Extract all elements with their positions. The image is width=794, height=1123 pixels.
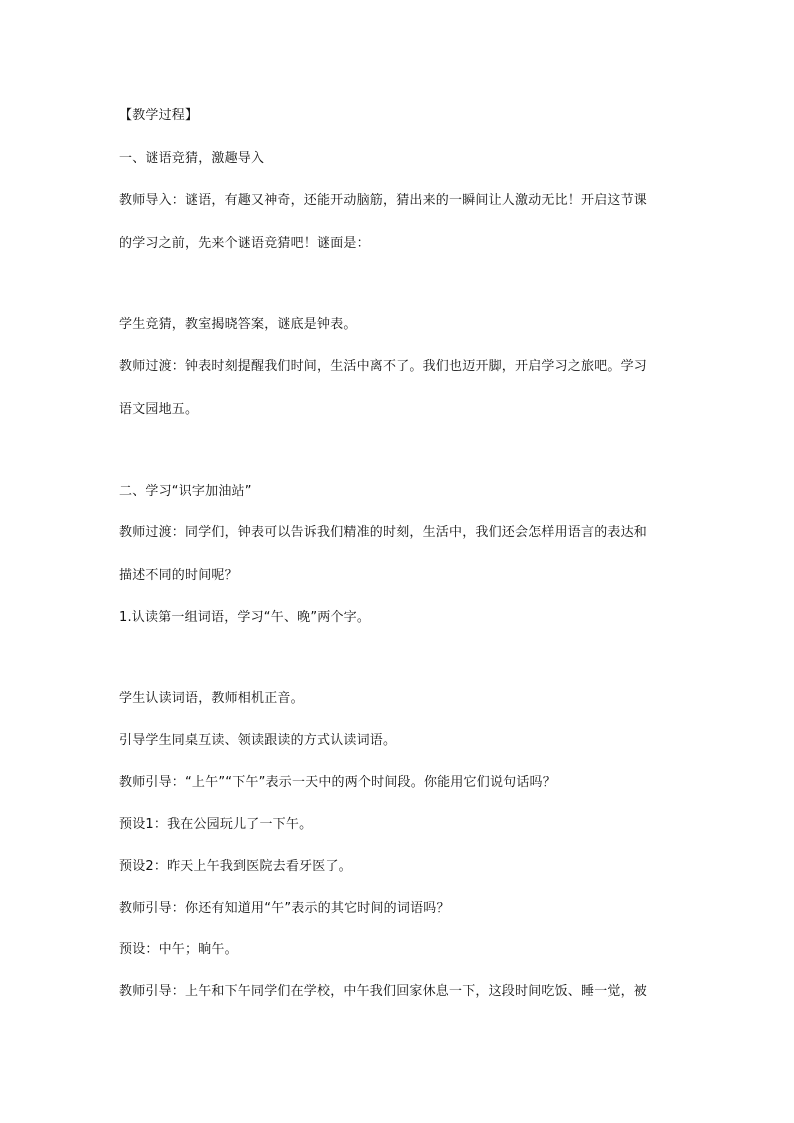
section1-paragraph1-line2: 的学习之前，先来个谜语竞猜吧！谜面是： <box>119 236 370 251</box>
section2-paragraph5: 教师引导：你还有知道用“午”表示的其它时间的词语吗？ <box>119 901 450 916</box>
section2-paragraph3: 引导学生同桌互读、领读跟读的方式认读词语。 <box>119 733 397 748</box>
section2-preset1: 预设1：我在公园玩儿了一下午。 <box>119 817 313 832</box>
section2-preset2: 预设2：昨天上午我到医院去看牙医了。 <box>119 859 352 874</box>
section2-paragraph2: 学生认读词语，教师相机正音。 <box>119 691 304 706</box>
section2-paragraph4: 教师引导：“上午”“下午”表示一天中的两个时间段。你能用它们说句话吗？ <box>119 775 556 790</box>
section2-paragraph6: 教师引导：上午和下午同学们在学校，中午我们回家休息一下，这段时间吃饭、睡一觉，被 <box>119 984 648 999</box>
section2-item1: 1.认读第一组词语，学习“午、晚”两个字。 <box>119 610 371 625</box>
section2-paragraph1-line1: 教师过渡：同学们，钟表可以告诉我们精准的时刻，生活中，我们还会怎样用语言的表达和 <box>119 525 648 540</box>
section-heading: 【教学过程】 <box>119 108 199 123</box>
section2-paragraph1-line2: 描述不同的时间呢？ <box>119 568 238 583</box>
section1-paragraph3-line2: 语文园地五。 <box>119 402 199 417</box>
section1-paragraph2: 学生竞猜，教室揭晓答案，谜底是钟表。 <box>119 317 357 332</box>
section2-preset3: 预设：中午；晌午。 <box>119 942 238 957</box>
section1-paragraph1-line1: 教师导入：谜语，有趣又神奇，还能开动脑筋，猜出来的一瞬间让人激动无比！开启这节课 <box>119 193 648 208</box>
section1-title: 一、谜语竞猜，激趣导入 <box>119 151 265 166</box>
section1-paragraph3-line1: 教师过渡：钟表时刻提醒我们时间，生活中离不了。我们也迈开脚，开启学习之旅吧。学习 <box>119 359 648 374</box>
section2-title: 二、学习“识字加油站” <box>119 484 252 499</box>
